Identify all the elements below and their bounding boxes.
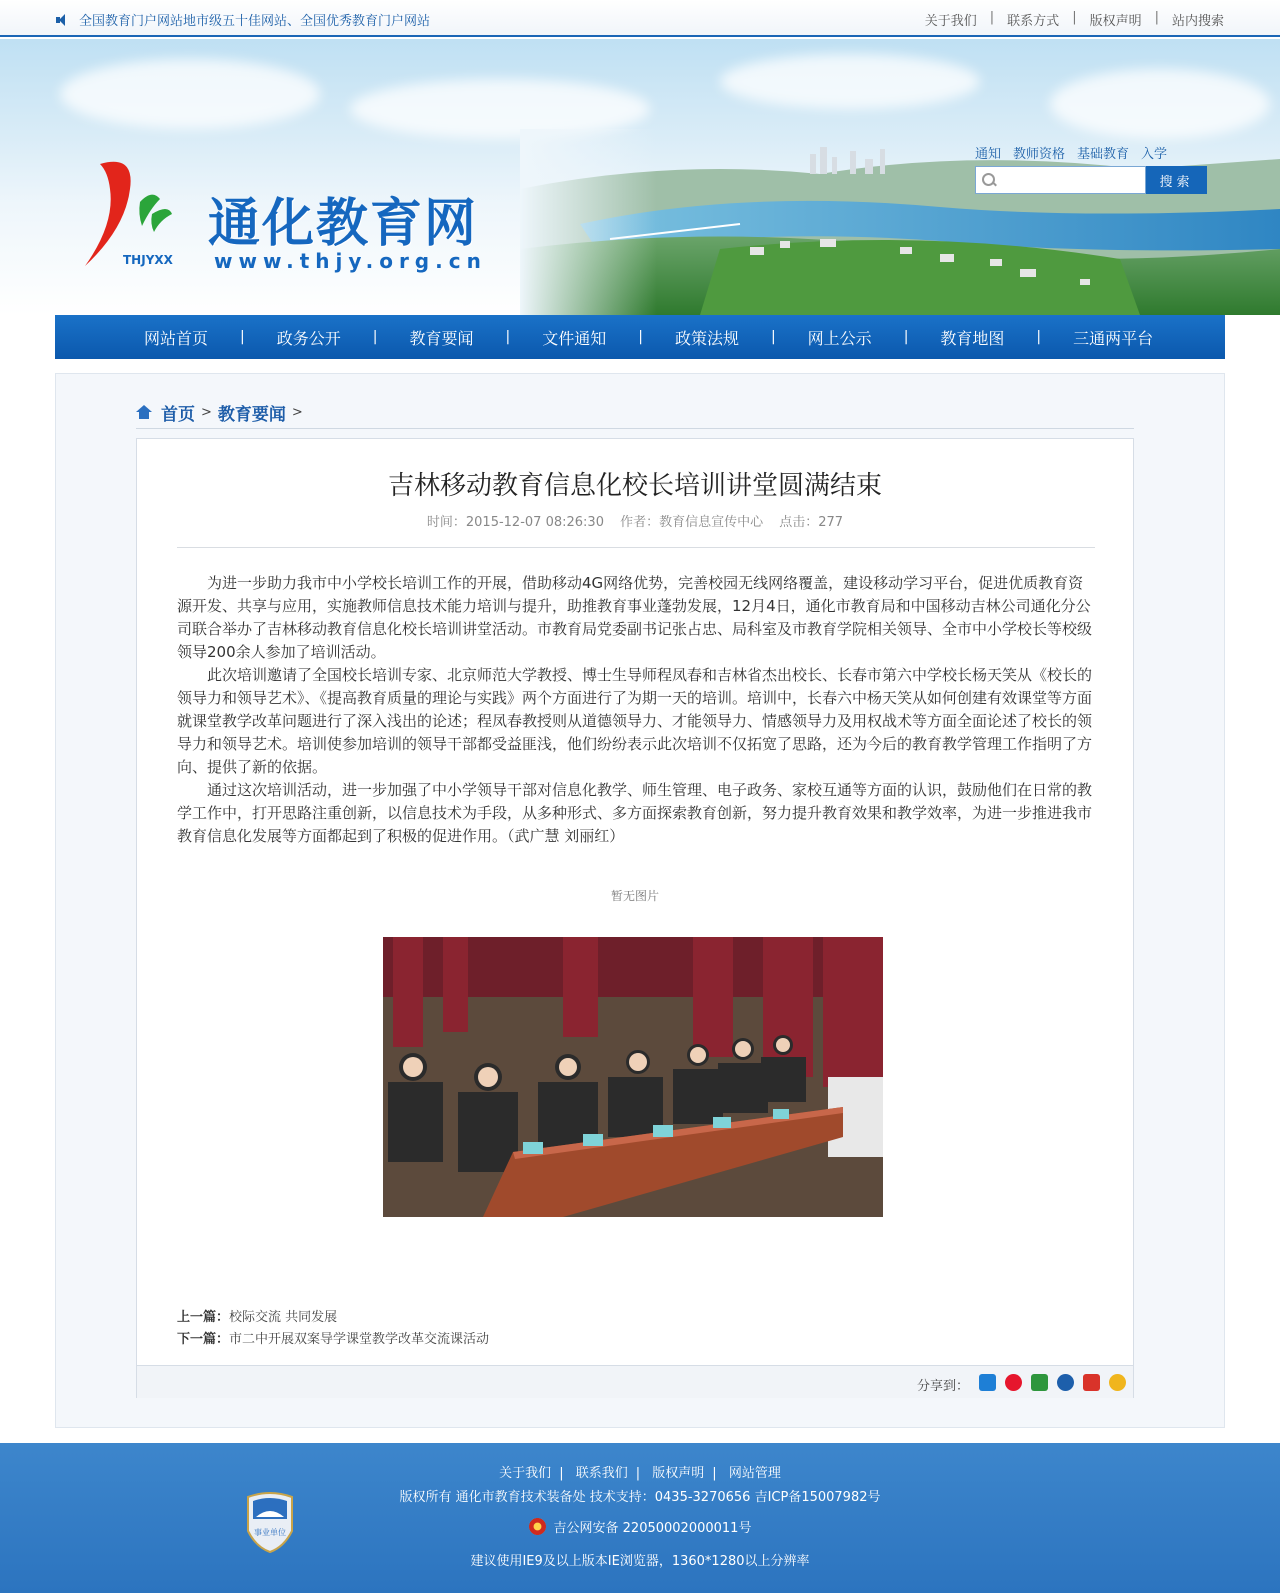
breadcrumb-section[interactable]: 教育要闻 [217,404,286,425]
article-author: 作者：教育信息宣传中心 [620,515,764,530]
search-icon [982,173,996,187]
kaixin-icon[interactable] [1083,1374,1100,1391]
nav-education-news[interactable]: 教育要闻 [409,328,474,348]
top-notice-text[interactable]: 全国教育门户网站地市级五十佳网站、全国优秀教育门户网站 [79,14,431,29]
browser-tip: 建议使用IE9及以上版本IE浏览器，1360*1280以上分辨率 [470,1554,810,1569]
article-paragraph: 为进一步助力我市中小学校长培训工作的开展，借助移动4G网络优势，完善校园无线网络覆盖，建设移动学习平台，促进优质教育资源开发、共享与应用，实施教师信息技术能力培训与提升，助推教育事业蓬勃发展，12月4日，通化市教育局和中国移动吉林公司通化分公司联合举办了吉林移动教育信息化校长培训讲堂活动。市教育局党委副书记张占忠、局科室及市教育学院相关领导、全市中小学校长等校级领导200余人参加了培训活动。 [177,574,1093,661]
nav-platform[interactable]: 三通两平台 [1073,328,1154,348]
hotword-basic-education[interactable]: 基础教育 [1077,147,1130,162]
prev-label: 上一篇： [177,1310,230,1325]
search-box [975,166,1207,194]
copyright-link[interactable]: 版权声明 [1089,14,1142,29]
police-badge-icon [529,1518,546,1535]
breadcrumb: 首页 > 教育要闻 > [136,396,1134,429]
article-time: 时间：2015-12-07 08:26:30 [426,515,604,530]
article-clicks: 点击：277 [779,515,844,530]
nav-online-publicity[interactable]: 网上公示 [807,328,872,348]
article-title: 吉林移动教育信息化校长培训讲堂圆满结束 [387,471,882,501]
speaker-icon [55,13,69,27]
article-paragraph: 此次培训邀请了全国校长培训专家、北京师范大学教授、博士生导师程凤春和吉林省杰出校长、长春市第六中学校长杨天笑从《校长的领导力和领导艺术》、《提高教育质量的理论与实践》两个方面进行了为期一天的培训。培训中，长春六中杨天笑从如何创建有效课堂等方面就课堂教学改革问题进行了深入浅出的论述；程凤春教授则从道德领导力、才能领导力、情感领导力及用权战术等方面全面论述了校长的领导力和领导艺术。培训使参加培训的领导干部都受益匪浅，他们纷纷表示此次培训不仅拓宽了思路，还为今后的教育教学管理工作指明了方向、提供了新的依据。 [177,666,1093,776]
footer-links: 关于我们 | 联系我们 | 版权声明 | 网站管理 [499,1466,781,1481]
top-notice [55,10,430,29]
share-icons [979,1374,1126,1391]
top-links: 关于我们 | 联系方式 | 版权声明 | 站内搜索 [924,10,1224,29]
douban-icon[interactable] [1031,1374,1048,1391]
search-input[interactable] [1002,169,1132,191]
search-button[interactable]: 搜索 [1146,166,1207,194]
hot-keywords [975,143,1167,162]
hotword-enrollment[interactable]: 入学 [1141,147,1168,162]
hotword-teacher-qualification[interactable]: 教师资格 [1013,147,1066,162]
police-record-text[interactable]: 吉公网安备 22050002000011号 [553,1521,752,1536]
footer-copyright: 版权所有 通化市教育技术装备处 技术支持：0435-3270656 吉ICP备15007982号 [399,1490,881,1505]
article-panel [136,438,1134,1398]
title-divider [177,547,1095,548]
site-search-link[interactable]: 站内搜索 [1171,14,1224,29]
training-photo[interactable] [383,937,883,1217]
search-field [975,166,1146,194]
next-article-link[interactable]: 市二中开展双案导学课堂教学改革交流课活动 [229,1332,490,1347]
hotword-notice[interactable]: 通知 [975,147,1002,162]
nav-education-map[interactable]: 教育地图 [940,328,1005,348]
renren-icon[interactable] [1057,1374,1074,1391]
footer-contact-link[interactable]: 联系我们 [575,1466,628,1481]
main-nav: 网站首页 | 政务公开 | 教育要闻 | 文件通知 | 政策法规 | 网上公示 | 教育地图 | 三通两平台 [55,315,1225,359]
header-banner [0,39,1280,315]
share-bar [137,1365,1133,1398]
logo-abbr: THJYXX [123,253,173,267]
next-label: 下一篇： [177,1332,230,1347]
footer [0,1443,1280,1593]
content-frame [55,373,1225,1428]
qzone-icon[interactable] [979,1374,996,1391]
nav-policies[interactable]: 政策法规 [674,328,739,348]
site-logo-title[interactable]: 通化教育网 [208,194,479,254]
nav-home[interactable]: 网站首页 [144,328,209,348]
about-us-link[interactable]: 关于我们 [924,14,977,29]
footer-copyright-link[interactable]: 版权声明 [652,1466,705,1481]
prev-article-link[interactable]: 校际交流 共同发展 [229,1310,338,1325]
footer-about-link[interactable]: 关于我们 [499,1466,552,1481]
footer-police-record [0,1517,1280,1536]
article-meta [137,511,1133,530]
article-body [177,572,1095,848]
breadcrumb-home[interactable]: 首页 [161,404,195,425]
home-icon [136,405,151,419]
badge-text: 事业单位 [254,1528,286,1537]
nav-gov-affairs[interactable]: 政务公开 [276,328,341,348]
footer-admin-link[interactable]: 网站管理 [728,1466,781,1481]
nav-file-notices[interactable]: 文件通知 [542,328,607,348]
prev-next-links [177,1307,489,1351]
no-image-text: 暂无图片 [610,889,659,903]
top-bar [0,0,1280,37]
share-label: 分享到： [917,1379,970,1394]
weibo-icon[interactable] [1005,1374,1022,1391]
contact-link[interactable]: 联系方式 [1007,14,1060,29]
article-paragraph: 通过这次培训活动，进一步加强了中小学领导干部对信息化教学、师生管理、电子政务、家校互通等方面的认识，鼓励他们在日常的教学工作中，打开思路注重创新，以信息技术为手段，从多种形式、多方面探索教育创新，努力提升教育效果和教学效率，为进一步推进我市教育信息化发展等方面都起到了积极的促进作用。（武广慧 刘丽红） [177,781,1093,845]
site-url: www.thjy.org.cn [214,249,487,273]
pengyou-icon[interactable] [1109,1374,1126,1391]
